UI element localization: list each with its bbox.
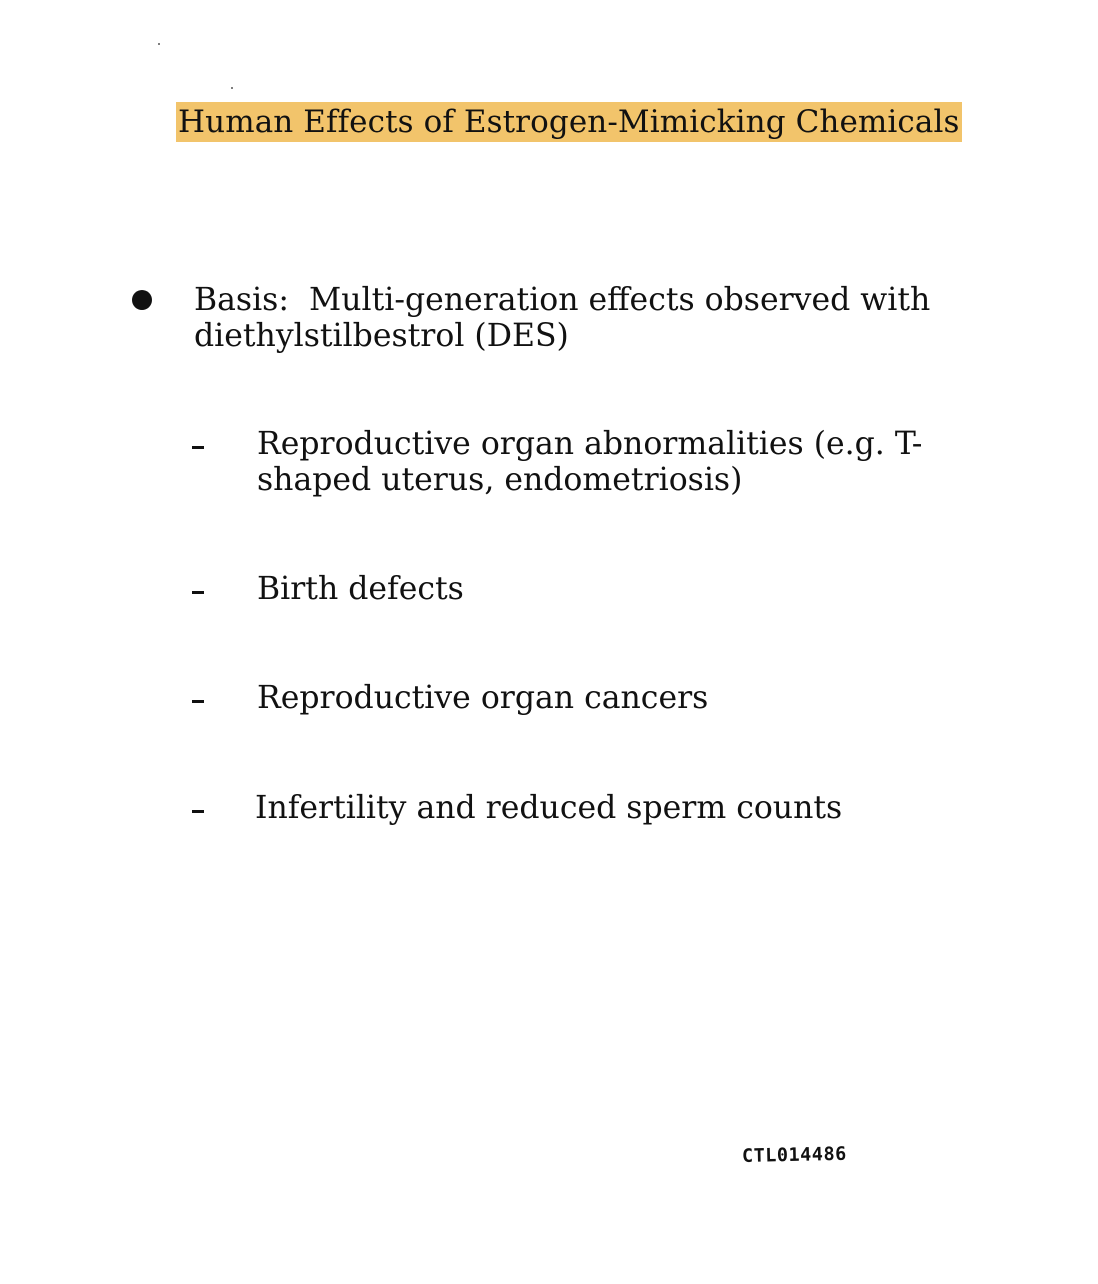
scan-speck [231,87,233,89]
page-title: Human Effects of Estrogen-Mimicking Chemicals [178,104,960,140]
main-point [194,282,954,354]
dash-icon [192,700,204,703]
dash-icon [192,446,204,449]
sub-point-3-line-1: Reproductive organ cancers [257,680,709,716]
sub-point-2 [257,571,957,607]
scan-speck [158,43,160,45]
sub-point-3 [257,680,957,716]
main-point-line-1: Basis: Multi-generation effects observed with [194,282,931,318]
bullet-icon [132,290,152,310]
sub-point-1 [257,426,957,498]
dash-icon [192,810,204,813]
sub-point-2-line-1: Birth defects [257,571,464,607]
main-point-line-2: diethylstilbestrol (DES) [194,318,569,354]
sub-point-4-line-1: Infertility and reduced sperm counts [255,790,843,826]
sub-point-1-line-1: Reproductive organ abnormalities (e.g. T- [257,426,923,462]
sub-point-4 [255,790,955,826]
sub-point-1-line-2: shaped uterus, endometriosis) [257,462,743,498]
dash-icon [192,591,204,594]
bates-stamp: CTL014486 [741,1143,847,1167]
